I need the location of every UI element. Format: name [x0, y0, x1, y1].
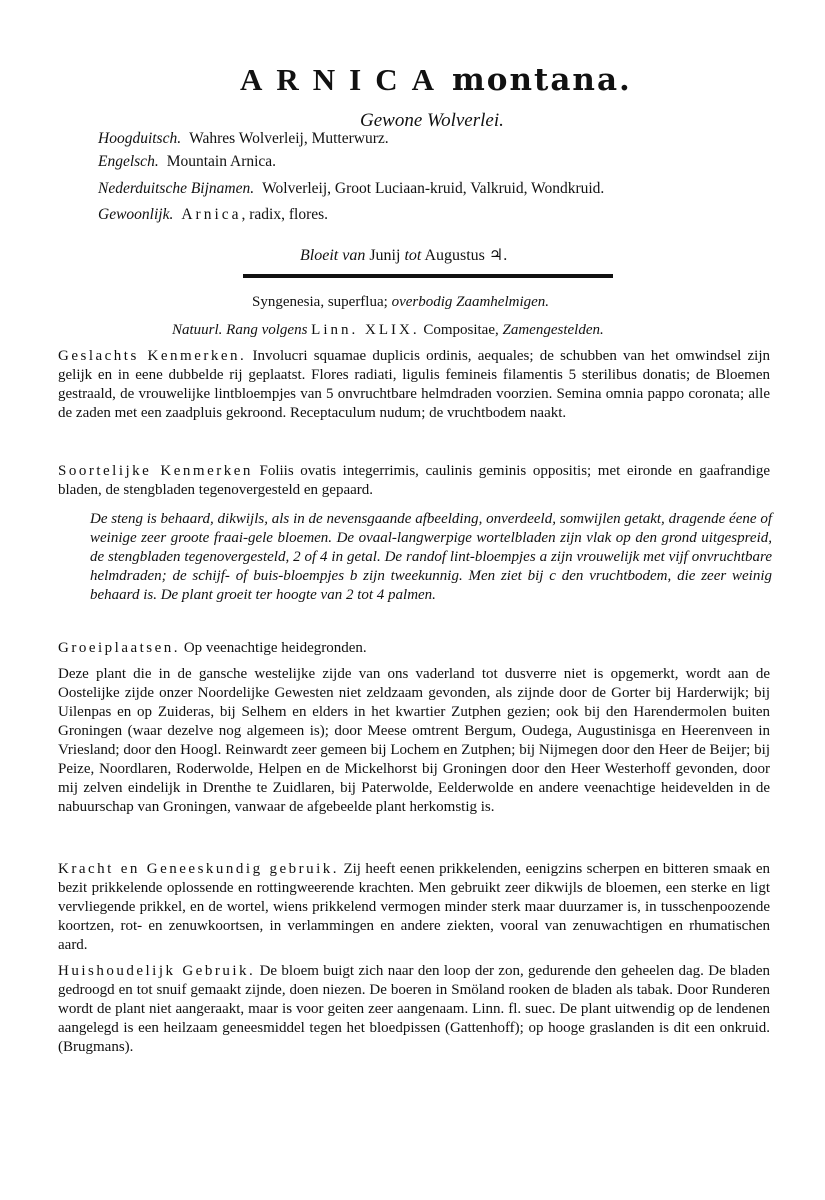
genus-characters	[58, 347, 770, 423]
title-species: montana.	[452, 62, 632, 98]
flowering-b: Junij	[369, 247, 401, 264]
name-value: Mountain Arnica.	[166, 153, 277, 170]
section-heading: Kracht en Geneeskundig gebruik.	[58, 861, 340, 877]
flowering-line	[300, 245, 507, 265]
name-value-spaced: Arnica	[181, 206, 242, 223]
distribution-paragraph: Deze plant die in de gansche westelijke zijde van ons vaderland tot dusverre niet is opgemerkt, wordt aan de Oostelijke zijde onzer Noordelijke Gewesten niet zeldzaam gevonden, als zijnde door de Gorter bij Harderwijk; bij Uilenpas en op Zuideras, bij Selhem en elders in het kwartier Zutphen gezien; ook bij den Harendermolen buiten Groningen (waar dezelve nog algemeen is); door Meese omtrent Bergum, Oudega, Augustinisga en Heerenveen in Vriesland; door den Hoogl. Reinwardt zeer gemeen bij Lochem en Zutphen; bij Nijmegen door den Heer de Beijer; bij Peize, Noordlaren, Roderwolde, Helpen en de Mickelhorst bij Groningen door den Heer Westerhoff gevonden, door mij zelven eindelijk in Drenthe te Zuidlaren, bij Paterwolde, Eelderwolde en andere veenachtige heidevelden in de nabuurschap van Groningen, vanwaar de afgebeelde plant herkomstig is.	[58, 666, 770, 815]
name-value: Wahres Wolverleij, Mutterwurz.	[189, 130, 389, 147]
name-label: Gewoonlijk.	[98, 206, 174, 223]
title-genus: ARNICA	[240, 62, 448, 97]
subtitle: Gewone Wolverlei.	[360, 110, 504, 131]
section-heading: Groeiplaatsen.	[58, 640, 181, 656]
divider-rule	[243, 274, 613, 278]
section-text: De bloem buigt zich naar den loop der zon, gedurende den geheelen dag. De bladen gedroogd en tot snuif gemaakt zijnde, doen niezen. De boeren in Smöland rooken de bladen als tabak. Door Runderen wordt de plant niet aangeraakt, maar is voor geiten zeer aangenaam. Linn. fl. suec. De plant uitwendig op de lendenen aangelegd is een heilzaam geneesmiddel tegen het bloedpissen (Gattenhoff); op hooge graslanden is dit een onkruid. (Brugmans).	[58, 963, 771, 1055]
section-text: Involucri squamae duplicis ordinis, aequales; de schubben van het omwindsel zijn gelijk en in eene dubbelde rij geplaatst. Flores radiati, ligulis femineis filamentis 5 sterilibus donatis; de Bloemen gestraald, de vrouwelijke lintbloempjes van 5 onvruchtbare helmdraden voorzien. Semina omnia pappo coronata; alle de zaden met een zaadpluis gekroond. Receptaculum nudum; de vruchtbodem naakt.	[58, 348, 771, 421]
habitat-line	[58, 640, 367, 657]
system-family: Compositae,	[423, 322, 499, 338]
name-row-german	[98, 130, 389, 148]
page-title	[240, 62, 660, 98]
system-rank: Natuurl. Rang volgens	[172, 322, 308, 338]
name-row-common	[98, 206, 328, 224]
name-label: Nederduitsche Bijnamen.	[98, 180, 255, 197]
section-text: Zij heeft eenen prikkelenden, eenigzins scherpen en bitteren smaak en bezit prikkelende oplossende en rottingweerende krachten. Men gebruikt zeer dikwijls de bloemen, een sterke en ligt vervliegende prikkel, en de wortel, wiens prikkelend vermogen minder sterk maar duurzamer is, in tusschenpoozende koortzen, rot- en zenuwkoortsen, in verlammingen en andere ziekten, vooral van zenuwachtigen en rhumatischen aard.	[58, 861, 770, 953]
section-text: Op veenachtige heidegronden.	[183, 640, 367, 656]
household-use	[58, 962, 770, 1057]
system-line-1	[252, 294, 549, 311]
species-characters	[58, 462, 770, 500]
name-value: , radix, flores.	[241, 206, 329, 223]
name-label: Hoogduitsch.	[98, 130, 182, 147]
flowering-a: Bloeit van	[300, 247, 366, 264]
flowering-c: tot	[404, 247, 422, 264]
name-value: Wolverleij, Groot Luciaan-kruid, Valkruid, Wondkruid.	[262, 180, 605, 197]
name-label: Engelsch.	[98, 153, 159, 170]
medicinal-use	[58, 860, 770, 955]
plant-description: De steng is behaard, dikwijls, als in de nevensgaande afbeelding, onverdeeld, somwijlen getakt, dragende éene of weinige zeer groote fraai-gele bloemen. De ovaal-langwerpige wortelbladen zijn vlak op den grond uitgespreid, de stengbladen tegenovergesteld, 2 of 4 in getal. De randof lint-bloempjes a zijn vrouwelijk met vijf onvruchtbare helmdraden; de schijf- of buis-bloempjes b zijn tweekunnig. Men ziet bij c den vruchtbodem, die zeer weinig behaard is. De plant groeit ter hoogte van 2 tot 4 palmen.	[90, 511, 772, 603]
system-family-dutch: Zamengestelden.	[502, 322, 604, 338]
system-class-dutch: overbodig Zaamhelmigen.	[391, 294, 550, 310]
system-line-2	[172, 322, 604, 339]
flowering-d: Augustus ♃.	[424, 247, 508, 264]
section-heading: Geslachts Kenmerken.	[58, 348, 247, 364]
system-linnaeus: Linn. XLIX.	[311, 322, 420, 338]
system-class: Syngenesia, superflua;	[252, 294, 388, 310]
section-text: Foliis ovatis integerrimis, caulinis geminis oppositis; met eironde en gaafrandige bladen, de stengbladen tegenovergesteld en gepaard.	[58, 463, 770, 498]
section-heading: Huishoudelijk Gebruik.	[58, 963, 256, 979]
section-heading: Soortelijke Kenmerken	[58, 463, 253, 479]
name-row-dutch	[98, 180, 604, 198]
name-row-english	[98, 153, 276, 171]
